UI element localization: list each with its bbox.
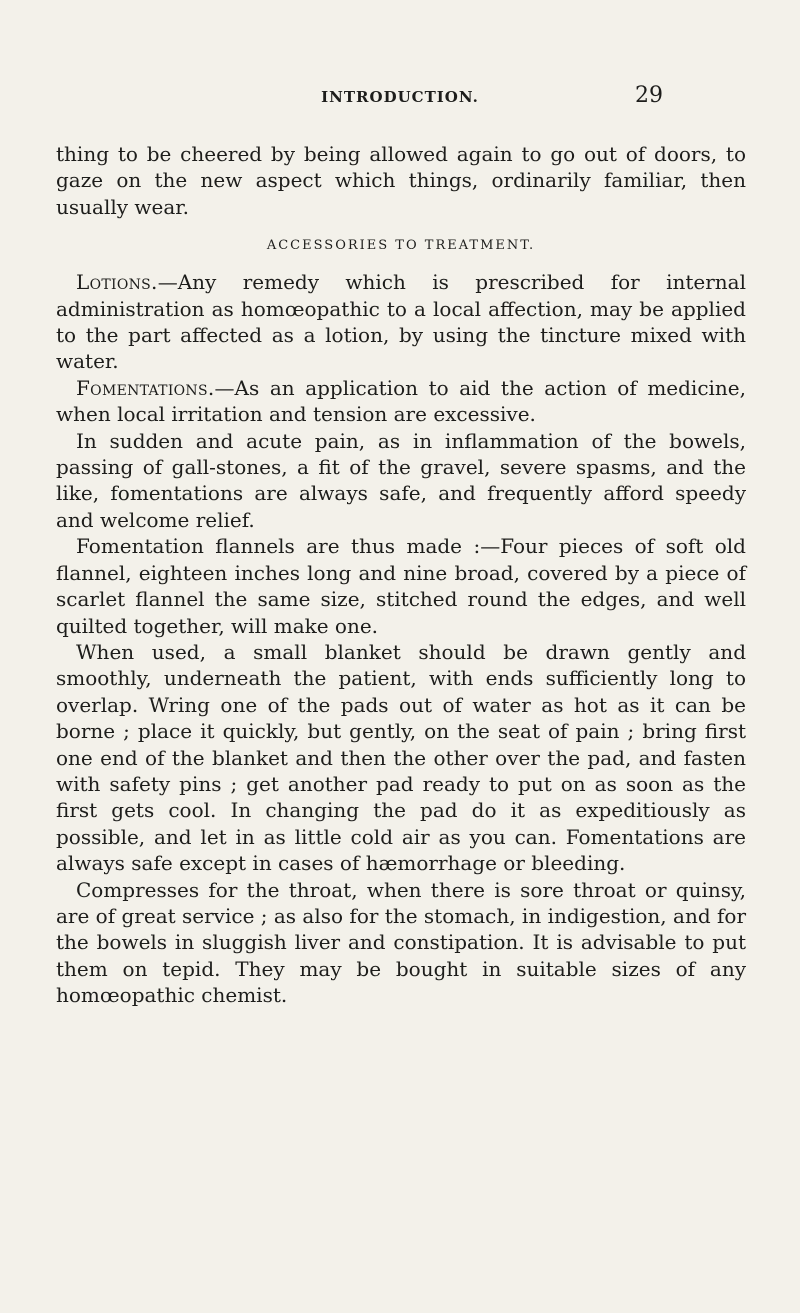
page-number: 29 (635, 83, 663, 108)
paragraph-compresses (56, 877, 746, 1009)
paragraph-text: When used, a small blanket should be drawn gently and smoothly, underneath the patient, with ends sufficiently long to overlap. Wring one of the pads out of water as hot as it can be borne ; place it quickly, but gently, on the seat of pain ; bring first one end of the blanket and then the other over the pad, and fasten with safety pins ; get another pad ready to put on as soon as the first gets cool. In changing the pad do it as expeditiously as possible, and let in as little cold air as you can. Fomentations are always safe except in cases of hæmorrhage or bleeding. (56, 639, 746, 876)
section-heading: ACCESSORIES TO TREATMENT. (266, 238, 536, 254)
running-head (0, 83, 800, 114)
paragraph-text: thing to be cheered by being allowed again to go out of doors, to gaze on the new aspect which things, ordinarily familiar, then usually wear. (56, 142, 746, 219)
paragraph-fomentations (56, 375, 746, 428)
running-title: INTRODUCTION. (321, 88, 479, 106)
paragraph-usage (56, 639, 746, 877)
paragraph-text: —Any remedy which is prescribed for internal administration as homœopathic to a local affection, may be applied to the part affected as a lotion, by using the tincture mixed with water. (56, 270, 746, 374)
paragraph-text: In sudden and acute pain, as in inflammation of the bowels, passing of gall-stones, a fit of the gravel, severe spasms, and the like, fomentations are always safe, and frequently afford speedy and welcome relief. (56, 428, 746, 532)
paragraph-acute-pain (56, 428, 746, 534)
paragraph-flannels (56, 533, 746, 639)
paragraph-text: —As an application to aid the action of medicine, when local irritation and tension are excessive. (56, 375, 746, 427)
paragraph-text: Fomentation flannels are thus made :—Four pieces of soft old flannel, eighteen inches long and nine broad, covered by a piece of scarlet flannel the same size, stitched round the edges, and well quilted together, will make one. (56, 534, 746, 638)
paragraph-text: Compresses for the throat, when there is sore throat or quinsy, are of great service ; as also for the stomach, in indigestion, and for the bowels in sluggish liver and constipation. It is advisable to put them on tepid. They may be bought in suitable sizes of any homœopathic chemist. (56, 877, 746, 1008)
paragraph-lead: Fomentations. (76, 375, 215, 400)
body-text (56, 141, 746, 1009)
paragraph-continuation (56, 141, 746, 220)
paragraph-lotions (56, 269, 746, 375)
paragraph-lead: Lotions. (76, 270, 158, 295)
